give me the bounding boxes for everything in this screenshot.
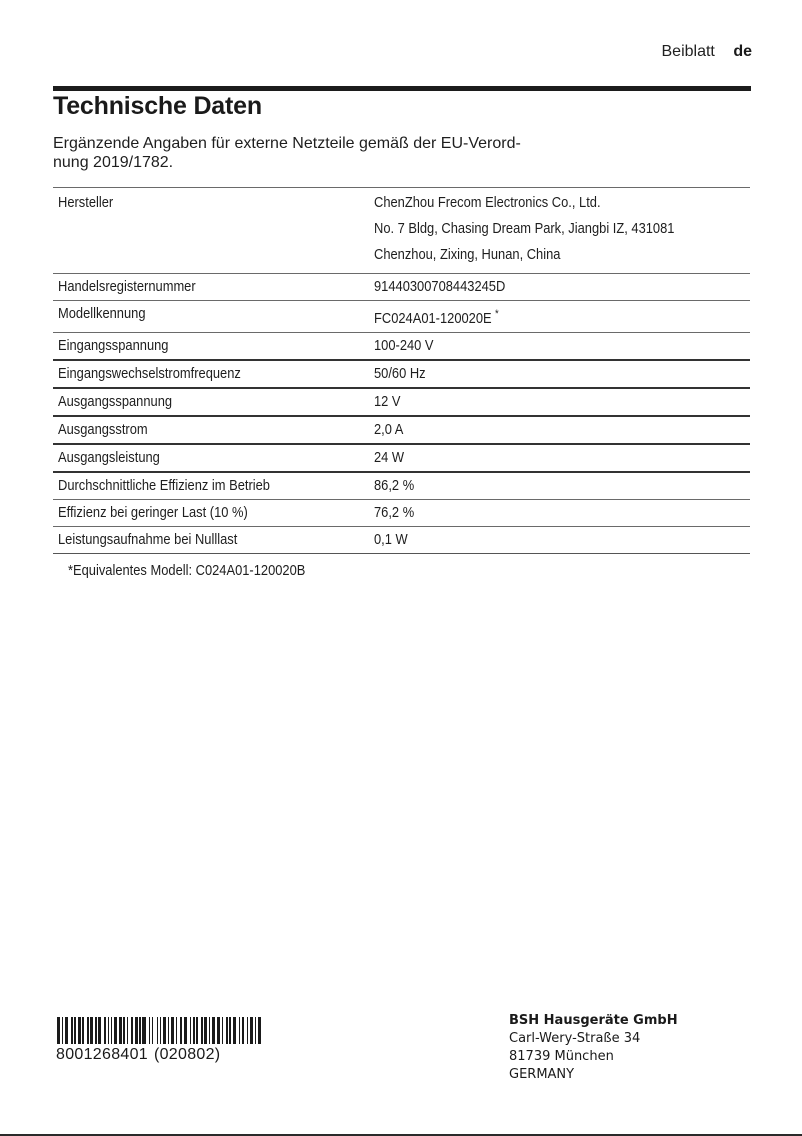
table-row-manufacturer: [53, 188, 750, 274]
spec-value: 0,1 W: [374, 531, 408, 548]
table-row: [53, 333, 750, 361]
spec-value: 91440300708443245D: [374, 278, 506, 295]
address-city: 81739 München: [509, 1049, 614, 1064]
article-number: 8001268401: [56, 1046, 148, 1063]
manufacturer-city: Chenzhou, Zixing, Hunan, China: [374, 246, 561, 263]
spec-label: Effizienz bei geringer Last (10 %): [58, 504, 248, 521]
spec-value: FC024A01-120020E *: [374, 308, 499, 327]
table-row: [53, 416, 750, 444]
table-row: [53, 472, 750, 500]
spec-value: 2,0 A: [374, 421, 404, 438]
page-title: Technische Daten: [53, 92, 262, 120]
spec-label: Ausgangsspannung: [58, 393, 173, 410]
spec-value: [370, 188, 750, 274]
table-row: [53, 301, 750, 333]
spec-label: Hersteller: [58, 194, 114, 211]
barcode-icon: [57, 1017, 264, 1044]
intro-line-2: nung 2019/1782.: [53, 154, 174, 171]
article-code-suffix: (020802): [153, 1046, 221, 1063]
spec-value: 12 V: [374, 393, 401, 410]
spec-label: Leistungsaufnahme bei Nulllast: [58, 531, 238, 548]
spec-value: 76,2 %: [374, 504, 415, 521]
manufacturer-address: No. 7 Bldg, Chasing Dream Park, Jiangbi IZ, 431081: [374, 220, 675, 237]
table-row: [53, 444, 750, 472]
spec-value: 50/60 Hz: [374, 365, 426, 382]
footnote-marker: *: [495, 308, 499, 320]
footnote: *Equivalentes Modell: C024A01-120020B: [68, 562, 306, 579]
spec-label: Eingangsspannung: [58, 337, 169, 354]
spec-table: [53, 187, 750, 554]
spec-label: Ausgangsstrom: [58, 421, 148, 438]
spec-label: Ausgangsleistung: [58, 449, 160, 466]
table-row: [53, 527, 750, 554]
table-row: [53, 388, 750, 416]
spec-value: 100-240 V: [374, 337, 434, 354]
table-row: [53, 500, 750, 527]
barcode-number: [56, 1046, 220, 1064]
intro-text: [53, 134, 653, 172]
intro-line-1: Ergänzende Angaben für externe Netzteile gemäß der EU-Verord-: [53, 135, 521, 152]
spec-label: Handelsregisternummer: [58, 278, 196, 295]
spec-value: 86,2 %: [374, 477, 415, 494]
manufacturer-address-block: [509, 1012, 678, 1084]
spec-label: Durchschnittliche Effizienz im Betrieb: [58, 477, 270, 494]
page-header: [662, 43, 753, 61]
address-country: GERMANY: [509, 1067, 575, 1082]
address-street: Carl-Wery-Straße 34: [509, 1031, 641, 1046]
section-label: Beiblatt: [661, 43, 715, 60]
language-code: de: [733, 43, 752, 60]
table-row: [53, 274, 750, 301]
spec-value: 24 W: [374, 449, 405, 466]
spec-label: Modellkennung: [58, 305, 146, 322]
table-row: [53, 360, 750, 388]
spec-label: Eingangswechselstromfrequenz: [58, 365, 241, 382]
company-name: BSH Hausgeräte GmbH: [509, 1013, 678, 1028]
manufacturer-name: ChenZhou Frecom Electronics Co., Ltd.: [374, 194, 601, 211]
header-rule: [53, 86, 751, 91]
